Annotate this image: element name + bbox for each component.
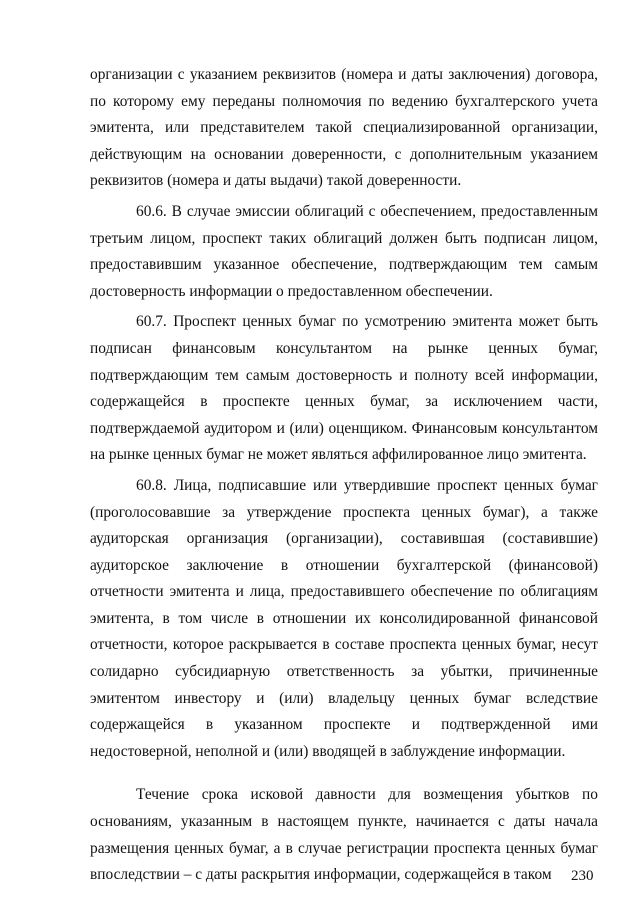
document-page bbox=[90, 62, 598, 889]
page-number: 230 bbox=[571, 868, 594, 884]
paragraph-continuation: организации с указанием реквизитов (номера и даты заключения) договора, по которому ему переданы полномочия по ведению бухгалтерского учета эмитента, или представителем такой специализированной организации, действующим на основании доверенности, с дополнительным указанием реквизитов (номера и даты выдачи) такой доверенности. bbox=[90, 66, 598, 190]
paragraph-60-7: 60.7. Проспект ценных бумаг по усмотрению эмитента может быть подписан финансовым консультантом на рынке ценных бумаг, подтверждающим тем самым достоверность и полноту всей информации, содержащейся в проспекте ценных бумаг, за исключением части, подтверждаемой аудитором и (или) оценщиком. Финансовым консультантом на рынке ценных бумаг не может являться аффилированное лицо эмитента. bbox=[90, 313, 598, 464]
paragraph-limitation-period: Течение срока исковой давности для возмещения убытков по основаниям, указанным в настоящем пункте, начинается с даты начала размещения ценных бумаг, а в случае регистрации проспекта ценных бумаг впоследствии – с даты раскрытия информации, содержащейся в таком bbox=[90, 786, 598, 884]
paragraph-60-8: 60.8. Лица, подписавшие или утвердившие проспект ценных бумаг (проголосовавшие за утверждение проспекта ценных бумаг), а также аудиторская организация (организации), составившая (составившие) аудиторское заключение в отношении бухгалтерской (финансовой) отчетности эмитента и лица, предоставившего обеспечение по облигациям эмитента, в том числе в отношении их консолидированной финансовой отчетности, которое раскрывается в составе проспекта ценных бумаг, несут солидарно субсидиарную ответственность за убытки, причиненные эмитентом инвестору и (или) владельцу ценных бумаг вследствие содержащейся в указанном проспекте и подтвержденной ими недостоверной, неполной и (или) вводящей в заблуждение информации. bbox=[90, 476, 598, 760]
paragraph-60-6: 60.6. В случае эмиссии облигаций с обеспечением, предоставленным третьим лицом, проспект таких облигаций должен быть подписан лицом, предоставившим указанное обеспечение, подтверждающим тем самым достоверность информации о предоставленном обеспечении. bbox=[90, 202, 598, 300]
